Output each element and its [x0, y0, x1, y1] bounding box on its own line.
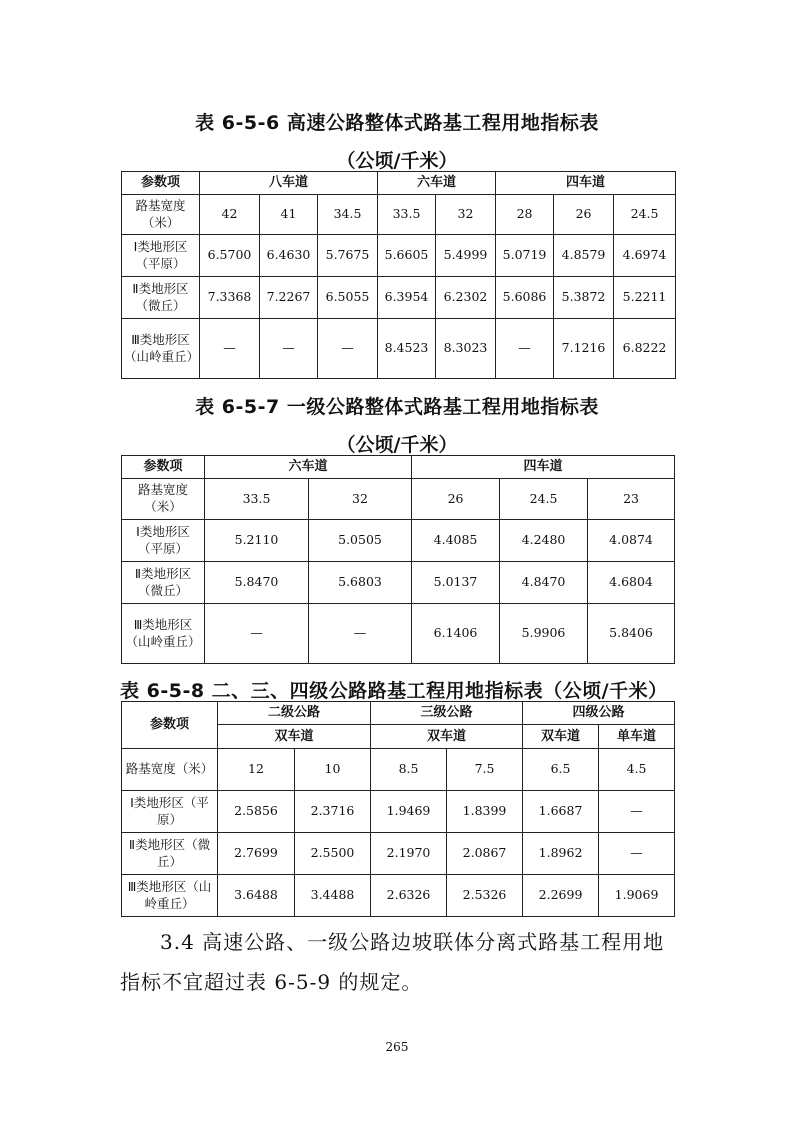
- table-cell: —: [496, 319, 554, 379]
- table-cell: 4.2480: [500, 520, 588, 562]
- table-cell: —: [318, 319, 378, 379]
- table-cell: 24.5: [614, 195, 676, 235]
- table-cell: 8.5: [371, 749, 447, 791]
- table3-subgroup-header: 双车道: [371, 725, 523, 749]
- table3-group-header: 四级公路: [523, 702, 675, 725]
- row-label: Ⅲ类地形区（山岭重丘）: [122, 875, 218, 917]
- row-label: Ⅱ类地形区（微丘）: [122, 277, 200, 319]
- table-cell: 2.7699: [218, 833, 295, 875]
- table-cell: —: [599, 833, 675, 875]
- table3-subgroup-header: 双车道: [523, 725, 599, 749]
- table-cell: 5.2110: [205, 520, 309, 562]
- table-cell: 4.5: [599, 749, 675, 791]
- table-cell: 7.5: [447, 749, 523, 791]
- table-cell: 5.2211: [614, 277, 676, 319]
- table-cell: 32: [436, 195, 496, 235]
- table-cell: 2.6326: [371, 875, 447, 917]
- table3-header-row: [122, 702, 675, 725]
- table-row: [122, 277, 676, 319]
- table1-group-header: 八车道: [200, 172, 378, 195]
- table-row: [122, 749, 675, 791]
- table-cell: —: [205, 604, 309, 664]
- table-cell: 6.2302: [436, 277, 496, 319]
- table-cell: —: [260, 319, 318, 379]
- table-cell: 5.8470: [205, 562, 309, 604]
- table-cell: 2.0867: [447, 833, 523, 875]
- table-cell: 4.8579: [554, 235, 614, 277]
- table1-header-row: [122, 172, 676, 195]
- row-label: 路基宽度（米）: [122, 749, 218, 791]
- table-cell: 33.5: [378, 195, 436, 235]
- table-cell: 5.9906: [500, 604, 588, 664]
- table2-title: 表 6-5-7 一级公路整体式路基工程用地指标表: [195, 396, 599, 418]
- table-cell: 1.9469: [371, 791, 447, 833]
- table3-param-header: 参数项: [122, 702, 218, 749]
- table-cell: 3.6488: [218, 875, 295, 917]
- table-cell: 24.5: [500, 479, 588, 520]
- table-cell: 12: [218, 749, 295, 791]
- table-cell: 5.6605: [378, 235, 436, 277]
- table-cell: 32: [309, 479, 412, 520]
- table3: [121, 701, 675, 917]
- table-cell: 6.5: [523, 749, 599, 791]
- table1-group-header: 六车道: [378, 172, 496, 195]
- table-cell: 4.4085: [412, 520, 500, 562]
- table-row: [122, 875, 675, 917]
- table-cell: 42: [200, 195, 260, 235]
- row-label: Ⅲ类地形区（山岭重丘）: [122, 319, 200, 379]
- table-cell: —: [309, 604, 412, 664]
- table-cell: 4.6974: [614, 235, 676, 277]
- table-cell: 2.1970: [371, 833, 447, 875]
- table-cell: 1.9069: [599, 875, 675, 917]
- table-cell: 28: [496, 195, 554, 235]
- table-cell: 4.0874: [588, 520, 675, 562]
- table1: [121, 171, 676, 379]
- table-cell: 2.5500: [295, 833, 371, 875]
- table-cell: 7.2267: [260, 277, 318, 319]
- table-cell: 4.8470: [500, 562, 588, 604]
- table-cell: 5.6803: [309, 562, 412, 604]
- table-cell: 6.5055: [318, 277, 378, 319]
- table-row: [122, 319, 676, 379]
- table-cell: 4.6804: [588, 562, 675, 604]
- table-row: [122, 562, 675, 604]
- row-label: 路基宽度（米）: [122, 479, 205, 520]
- table-cell: 8.3023: [436, 319, 496, 379]
- table1-group-header: 四车道: [496, 172, 676, 195]
- table3-group-header: 二级公路: [218, 702, 371, 725]
- table-cell: 7.3368: [200, 277, 260, 319]
- table-cell: 3.4488: [295, 875, 371, 917]
- table-cell: 5.6086: [496, 277, 554, 319]
- table-cell: 1.8962: [523, 833, 599, 875]
- table2: [121, 455, 675, 664]
- table2-header-row: [122, 456, 675, 479]
- table-cell: 5.0505: [309, 520, 412, 562]
- table-cell: 41: [260, 195, 318, 235]
- table-cell: 2.5326: [447, 875, 523, 917]
- table1-title: 表 6-5-6 高速公路整体式路基工程用地指标表: [195, 112, 599, 134]
- table-row: [122, 195, 676, 235]
- table3-title: 表 6-5-8 二、三、四级公路路基工程用地指标表（公顷/千米）: [120, 680, 668, 702]
- row-label: Ⅰ类地形区（平原）: [122, 791, 218, 833]
- table-cell: 6.4630: [260, 235, 318, 277]
- table-cell: —: [200, 319, 260, 379]
- table-cell: 23: [588, 479, 675, 520]
- table2-param-header: 参数项: [122, 456, 205, 479]
- page-number: 265: [385, 1040, 409, 1054]
- table-cell: 5.4999: [436, 235, 496, 277]
- table-cell: —: [599, 791, 675, 833]
- table3-group-header: 三级公路: [371, 702, 523, 725]
- table3-subgroup-header: 双车道: [218, 725, 371, 749]
- row-label: Ⅰ类地形区（平原）: [122, 520, 205, 562]
- table-cell: 33.5: [205, 479, 309, 520]
- table-cell: 26: [554, 195, 614, 235]
- table-cell: 5.0719: [496, 235, 554, 277]
- table1-param-header: 参数项: [122, 172, 200, 195]
- table-cell: 6.3954: [378, 277, 436, 319]
- table-cell: 1.6687: [523, 791, 599, 833]
- table-row: [122, 479, 675, 520]
- table2-group-header: 四车道: [412, 456, 675, 479]
- table-cell: 6.5700: [200, 235, 260, 277]
- table-cell: 2.5856: [218, 791, 295, 833]
- table-row: [122, 791, 675, 833]
- table-cell: 8.4523: [378, 319, 436, 379]
- table-cell: 10: [295, 749, 371, 791]
- table-cell: 26: [412, 479, 500, 520]
- body-paragraph: 3.4 高速公路、一级公路边坡联体分离式路基工程用地指标不宜超过表 6-5-9 的规定。: [120, 930, 665, 994]
- table2-group-header: 六车道: [205, 456, 412, 479]
- table-cell: 5.7675: [318, 235, 378, 277]
- table2-unit: （公顷/千米）: [336, 434, 458, 456]
- table-cell: 5.8406: [588, 604, 675, 664]
- table-cell: 6.1406: [412, 604, 500, 664]
- row-label: Ⅱ类地形区（微丘）: [122, 833, 218, 875]
- table-cell: 34.5: [318, 195, 378, 235]
- row-label: Ⅱ类地形区（微丘）: [122, 562, 205, 604]
- row-label: 路基宽度（米）: [122, 195, 200, 235]
- table-row: [122, 833, 675, 875]
- table-cell: 2.2699: [523, 875, 599, 917]
- row-label: Ⅲ类地形区（山岭重丘）: [122, 604, 205, 664]
- table-cell: 1.8399: [447, 791, 523, 833]
- table3-subgroup-header: 单车道: [599, 725, 675, 749]
- table-cell: 7.1216: [554, 319, 614, 379]
- table-row: [122, 520, 675, 562]
- table1-unit: （公顷/千米）: [336, 150, 458, 172]
- table-row: [122, 604, 675, 664]
- table-row: [122, 235, 676, 277]
- table-cell: 6.8222: [614, 319, 676, 379]
- table-cell: 2.3716: [295, 791, 371, 833]
- row-label: Ⅰ类地形区（平原）: [122, 235, 200, 277]
- table-cell: 5.0137: [412, 562, 500, 604]
- table-cell: 5.3872: [554, 277, 614, 319]
